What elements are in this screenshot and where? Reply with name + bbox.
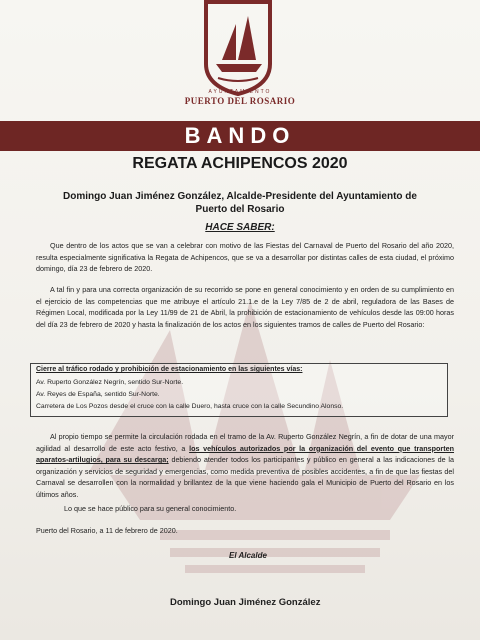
authorized-vehicles-emphasis: los vehículos autorizados por la organización del evento que transporten aparatos-artilugios, para su descarga; <box>36 443 455 465</box>
ayuntamiento-label: AYUNTAMIENTO <box>208 89 272 95</box>
municipal-logo <box>196 0 280 96</box>
paragraph-2: A tal fin y para una correcta organización de su recorrido se pone en general conocimiento y en orden de su cumplimiento en el ejercicio de las competencias que me atribuye el artículo 21.1.e de la Ley 7/85 de 2 de abril, reguladora de las Bases de Régimen Local, modificada por la Ley 11/99 de 21 de Abril, la prohibición de estacionamiento de vehículos desde las 09:00 horas del día 23 de febrero de 2020 y hasta la finalización de los actos en los siguientes tramos de calles de Puerto del Rosario: <box>36 285 454 329</box>
closing-statement: Lo que se hace público para su general conocimiento. <box>64 504 237 513</box>
street-closure-box <box>30 363 448 417</box>
document-title: REGATA ACHIPENCOS 2020 <box>132 155 348 172</box>
street-item: Av. Reyes de España, sentido Sur-Norte. <box>36 391 160 398</box>
author-line-2: Puerto del Rosario <box>195 204 285 215</box>
closure-heading: Cierre al tráfico rodado y prohibición de estacionamiento en las siguientes vías: <box>36 366 303 373</box>
author-line-1: Domingo Juan Jiménez González, Alcalde-Presidente del Ayuntamiento de <box>63 191 417 202</box>
paragraph-3-end: debiendo atender todos los participantes y público en general a las indicaciones de la organización y servicios de seguridad y emergencias, como medida preventiva de posibles accidentes, a fin de que las fiestas del Carnaval se desarrollen con la normalidad y brillantez de la que viene haciendo gala el Municipio de Puerto del Rosario en los últimos años. <box>36 455 455 499</box>
street-item: Carretera de Los Pozos desde el cruce con la calle Duero, hasta cruce con la calle Secundino Alonso. <box>36 403 344 410</box>
paragraph-1: Que dentro de los actos que se van a celebrar con motivo de las Fiestas del Carnaval de Puerto del Rosario del año 2020, resulta especialmente significativa la Regata de Achipencos, que se va a desarrollar por distintas calles de esta ciudad, el próximo domingo, día 23 de febrero de 2020. <box>36 241 454 274</box>
signature-role: El Alcalde <box>229 551 267 560</box>
document-date: Puerto del Rosario, a 11 de febrero de 2020. <box>36 526 178 535</box>
street-item: Av. Ruperto González Negrín, sentido Sur-Norte. <box>36 379 184 386</box>
banner-label: BANDO <box>184 123 296 148</box>
author-block <box>40 190 440 216</box>
hace-saber-heading: HACE SABER: <box>205 222 275 233</box>
town-name: PUERTO DEL ROSARIO <box>184 96 296 106</box>
paragraph-3 <box>36 431 454 501</box>
paragraph-3-start: Al propio tiempo se permite la circulación rodada en el tramo de la Av. Ruperto González Negrín, a fin de dotar de una mayor agilidad al desarrollo de este acto festivo, a <box>36 432 454 453</box>
bando-banner <box>0 121 480 151</box>
signature-name: Domingo Juan Jiménez González <box>170 597 321 608</box>
